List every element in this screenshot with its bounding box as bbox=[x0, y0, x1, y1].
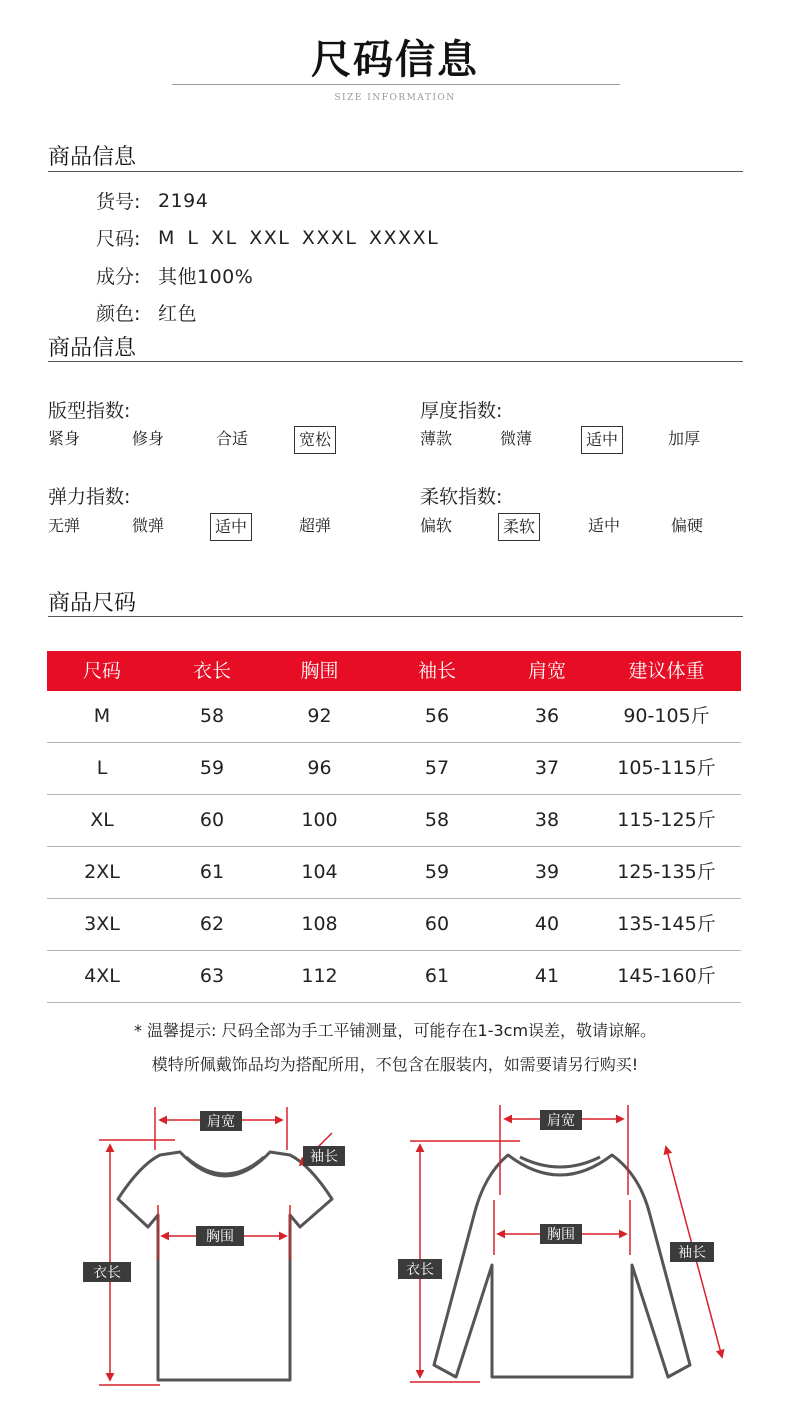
table-cell: 92 bbox=[307, 705, 332, 727]
column-header: 肩宽 bbox=[527, 660, 566, 682]
softness-index-options bbox=[416, 513, 746, 543]
info-row-material bbox=[96, 262, 253, 289]
section-title-size-table: 商品尺码 bbox=[48, 591, 137, 616]
table-cell: 38 bbox=[534, 809, 560, 831]
softness-option: 偏软 bbox=[420, 516, 453, 535]
label-chest: 胸围 bbox=[206, 1229, 234, 1245]
thickness-option: 微薄 bbox=[500, 429, 533, 448]
table-cell: 63 bbox=[199, 965, 225, 987]
table-cell: 90-105斤 bbox=[623, 705, 710, 727]
label-sleeve: 袖长 bbox=[678, 1245, 706, 1261]
table-cell: 59 bbox=[199, 757, 225, 779]
thickness-index-options bbox=[416, 426, 746, 456]
tag-longsleeve-length bbox=[398, 1259, 442, 1279]
column-header: 建议体重 bbox=[628, 660, 705, 682]
table-cell: 3XL bbox=[84, 913, 120, 935]
elasticity-option: 微弹 bbox=[132, 516, 165, 535]
table-cell: 2XL bbox=[84, 861, 120, 883]
section-title-indices: 商品信息 bbox=[48, 336, 137, 361]
column-header: 尺码 bbox=[82, 660, 121, 682]
elasticity-option: 无弹 bbox=[48, 516, 81, 535]
table-cell: 56 bbox=[424, 705, 450, 727]
info-value: 其他100% bbox=[158, 266, 254, 288]
thickness-option-selected: 适中 bbox=[581, 426, 623, 454]
label-shoulder: 肩宽 bbox=[547, 1113, 575, 1129]
table-header bbox=[47, 651, 741, 691]
fit-option: 合适 bbox=[216, 429, 249, 448]
table-cell: 36 bbox=[534, 705, 560, 727]
table-cell: 41 bbox=[534, 965, 560, 987]
info-label: 成分: bbox=[96, 266, 141, 288]
info-value: 2194 bbox=[158, 189, 209, 212]
column-header: 胸围 bbox=[300, 660, 339, 682]
table-cell: 108 bbox=[301, 913, 338, 935]
table-cell: 62 bbox=[199, 913, 225, 935]
table-cell: 59 bbox=[424, 861, 450, 883]
table-cell: 112 bbox=[301, 965, 338, 987]
table-row bbox=[47, 691, 741, 743]
size-table bbox=[47, 651, 741, 1003]
label-length: 衣长 bbox=[93, 1265, 121, 1281]
table-cell: 105-115斤 bbox=[617, 757, 716, 779]
table-cell: 104 bbox=[301, 861, 338, 883]
table-cell: 39 bbox=[534, 861, 560, 883]
tag-longsleeve-sleeve bbox=[670, 1242, 714, 1262]
measurement-diagram bbox=[0, 1095, 790, 1405]
table-cell: 100 bbox=[301, 809, 338, 831]
table-cell: 135-145斤 bbox=[617, 913, 716, 935]
table-cell: 57 bbox=[424, 757, 450, 779]
table-row bbox=[47, 847, 741, 899]
info-value: M L XL XXL XXXL XXXXL bbox=[158, 226, 440, 249]
table-cell: 60 bbox=[199, 809, 225, 831]
tag-tshirt-sleeve bbox=[303, 1146, 345, 1166]
table-cell: M bbox=[93, 705, 111, 727]
column-header: 衣长 bbox=[192, 660, 231, 682]
section-title-product-info: 商品信息 bbox=[48, 145, 137, 170]
elasticity-index-options bbox=[44, 513, 374, 543]
label-chest: 胸围 bbox=[547, 1227, 575, 1243]
softness-option: 适中 bbox=[588, 516, 621, 535]
table-cell: 96 bbox=[307, 757, 332, 779]
table-cell: 58 bbox=[424, 809, 450, 831]
table-cell: 40 bbox=[534, 913, 560, 935]
table-cell: XL bbox=[90, 809, 114, 831]
tag-tshirt-shoulder bbox=[200, 1111, 242, 1131]
fit-option-selected: 宽松 bbox=[294, 426, 336, 454]
section-divider bbox=[48, 616, 743, 617]
thickness-option: 加厚 bbox=[668, 429, 701, 448]
fit-option: 紧身 bbox=[48, 429, 81, 448]
table-row bbox=[47, 951, 741, 1003]
elasticity-option: 超弹 bbox=[299, 516, 332, 535]
section-divider bbox=[48, 361, 743, 362]
page-title: 尺码信息 bbox=[311, 37, 479, 83]
longsleeve-outline bbox=[434, 1155, 690, 1377]
table-cell: 37 bbox=[534, 757, 560, 779]
tag-longsleeve-chest bbox=[540, 1224, 582, 1244]
fit-index-label: 版型指数: bbox=[48, 400, 131, 422]
thickness-index-label: 厚度指数: bbox=[420, 400, 503, 422]
elasticity-option-selected: 适中 bbox=[210, 513, 252, 541]
info-value: 红色 bbox=[158, 303, 198, 325]
fit-index-options bbox=[44, 426, 374, 456]
softness-option: 偏硬 bbox=[671, 516, 704, 535]
softness-index-label: 柔软指数: bbox=[420, 486, 503, 508]
table-cell: 61 bbox=[424, 965, 450, 987]
info-label: 颜色: bbox=[96, 303, 141, 325]
label-sleeve: 袖长 bbox=[310, 1149, 338, 1165]
table-row bbox=[47, 743, 741, 795]
table-cell: 115-125斤 bbox=[617, 809, 716, 831]
table-cell: 125-135斤 bbox=[617, 861, 716, 883]
note-measurement: * 温馨提示: 尺码全部为手工平铺测量，可能存在1-3cm误差，敬请谅解。 bbox=[133, 1021, 657, 1040]
table-cell: 61 bbox=[199, 861, 225, 883]
column-header: 袖长 bbox=[417, 660, 456, 682]
elasticity-index-label: 弹力指数: bbox=[48, 486, 131, 508]
table-cell: 145-160斤 bbox=[617, 965, 716, 987]
table-cell: L bbox=[96, 757, 108, 779]
softness-option-selected: 柔软 bbox=[498, 513, 540, 541]
info-label: 货号: bbox=[96, 191, 141, 213]
info-label: 尺码: bbox=[96, 228, 141, 250]
tag-longsleeve-shoulder bbox=[540, 1110, 582, 1130]
thickness-option: 薄款 bbox=[420, 429, 453, 448]
fit-option: 修身 bbox=[132, 429, 165, 448]
section-divider bbox=[48, 171, 743, 172]
tag-tshirt-chest bbox=[196, 1226, 244, 1246]
page-subtitle: SIZE INFORMATION bbox=[334, 93, 456, 103]
label-shoulder: 肩宽 bbox=[207, 1114, 235, 1130]
tshirt-outline bbox=[118, 1152, 332, 1380]
table-row bbox=[47, 795, 741, 847]
note-accessories: 模特所佩戴饰品均为搭配所用，不包含在服装内，如需要请另行购买! bbox=[151, 1055, 639, 1074]
info-row-sizes bbox=[96, 224, 439, 251]
info-row-item-number bbox=[96, 187, 208, 214]
tag-tshirt-length bbox=[83, 1262, 131, 1282]
table-cell: 4XL bbox=[84, 965, 120, 987]
title-divider bbox=[172, 84, 620, 85]
table-cell: 58 bbox=[199, 705, 225, 727]
table-cell: 60 bbox=[424, 913, 450, 935]
label-length: 衣长 bbox=[406, 1262, 434, 1278]
table-row bbox=[47, 899, 741, 951]
info-row-color bbox=[96, 299, 197, 326]
